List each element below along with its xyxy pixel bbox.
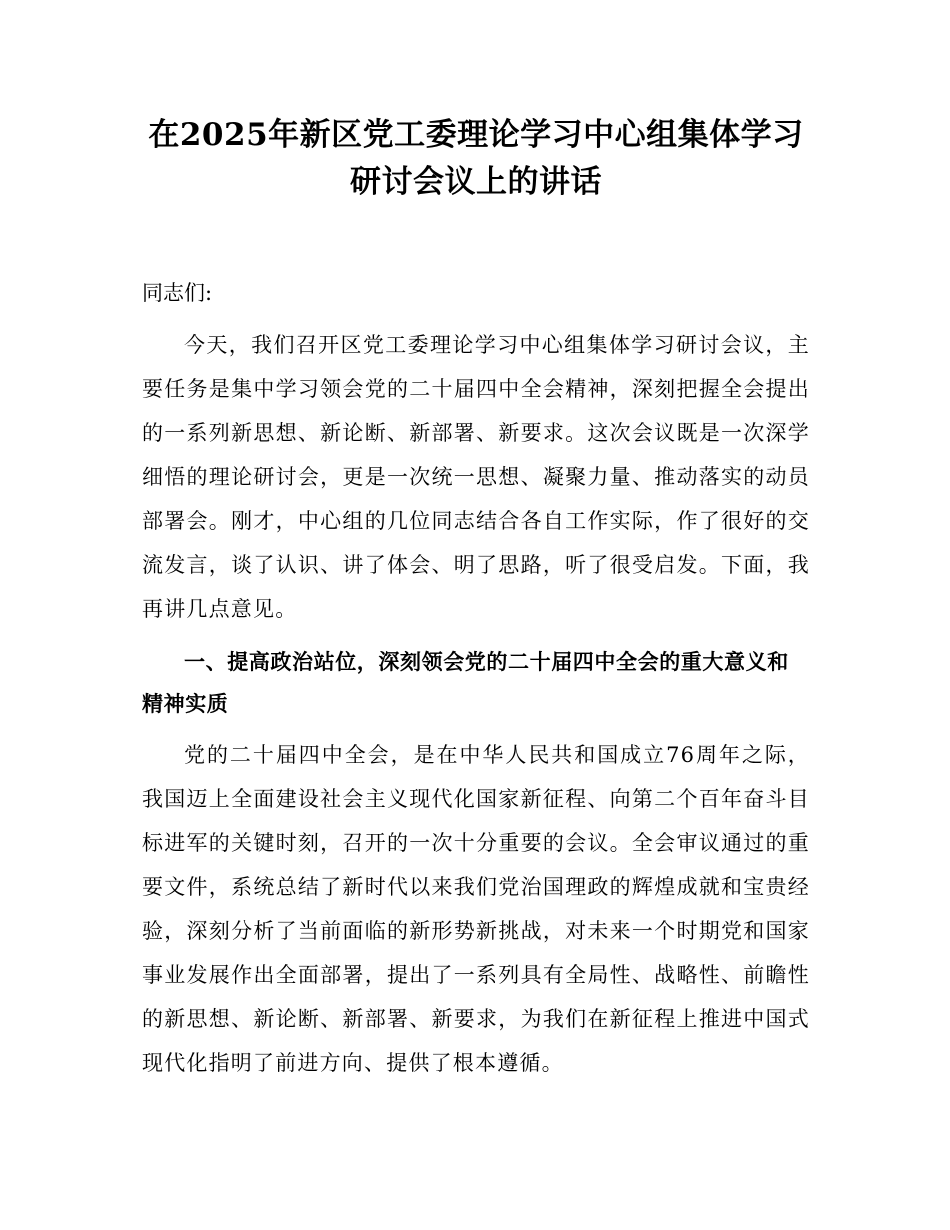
document-page — [142, 112, 810, 1085]
document-title: 在2025年新区党工委理论学习中心组集体学习研讨会议上的讲话 — [148, 117, 804, 200]
salutation: 同志们: — [142, 281, 213, 305]
section-paragraph: 党的二十届四中全会，是在中华人民共和国成立76周年之际，我国迈上全面建设社会主义现代化国家新征程、向第二个百年奋斗目标进军的关键时刻，召开的一次十分重要的会议。全会审议通过的重要文件，系统总结了新时代以来我们党治国理政的辉煌成就和宝贵经验，深刻分析了当前面临的新形势新挑战，对未来一个时期党和国家事业发展作出全面部署，提出了一系列具有全局性、战略性、前瞻性的新思想、新论断、新部署、新要求，为我们在新征程上推进中国式现代化指明了前进方向、提供了根本遵循。 — [142, 743, 810, 1075]
section-heading: 一、提高政治站位，深刻领会党的二十届四中全会的重大意义和精神实质 — [142, 650, 789, 716]
intro-paragraph: 今天，我们召开区党工委理论学习中心组集体学习研讨会议，主要任务是集中学习领会党的二十届四中全会精神，深刻把握全会提出的一系列新思想、新论断、新部署、新要求。这次会议既是一次深学细悟的理论研讨会，更是一次统一思想、凝聚力量、推动落实的动员部署会。刚才，中心组的几位同志结合各自工作实际，作了很好的交流发言，谈了认识、讲了体会、明了思路，听了很受启发。下面，我再讲几点意见。 — [142, 333, 810, 621]
